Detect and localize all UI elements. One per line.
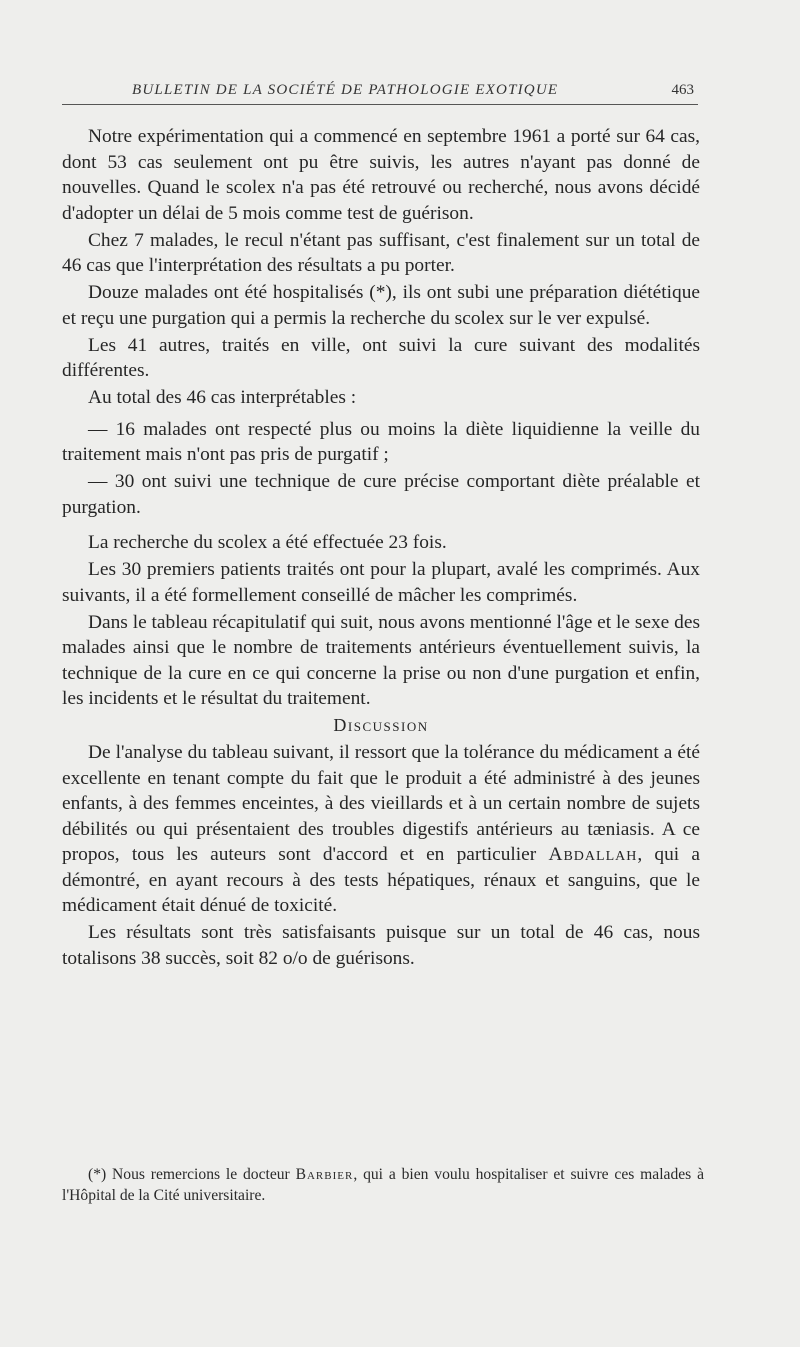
list-item: — 16 malades ont respecté plus ou moins la diète liquidienne la veille du traitement mais n'ont pas pris de purgatif ; — [62, 418, 700, 465]
paragraph: Notre expérimentation qui a commencé en septembre 1961 a porté sur 64 cas, dont 53 cas seulement ont pu être suivis, les autres n'ayant pas donné de nouvelles. Quand le scolex n'a pas été retrouvé ou recherché, nous avons décidé d'adopter un délai de 5 mois comme test de guérison. — [62, 126, 700, 224]
running-header — [62, 82, 698, 105]
doctor-name: Barbier — [295, 1166, 354, 1183]
article-body — [62, 124, 700, 973]
paragraph: Les résultats sont très satisfaisants puisque sur un total de 46 cas, nous totalisons 38 succès, soit 82 o/o de guérisons. — [62, 922, 700, 969]
page-number: 463 — [671, 82, 694, 98]
author-name: Abdallah — [548, 844, 638, 865]
paragraph: Chez 7 malades, le recul n'étant pas suffisant, c'est finalement sur un total de 46 cas que l'interprétation des résultats a pu porter. — [62, 229, 700, 276]
paragraph: Les 30 premiers patients traités ont pour la plupart, avalé les comprimés. Aux suivants, il a été formellement conseillé de mâcher les comprimés. — [62, 559, 700, 606]
text-span: (*) Nous remercions le docteur — [88, 1166, 296, 1183]
paragraph: Les 41 autres, traités en ville, ont suivi la cure suivant des modalités différentes. — [62, 334, 700, 381]
text-span: , qui a démontré, en ayant recours à des tests hépatiques, rénaux et sanguins, que le médicament était dénué de toxicité. — [62, 844, 700, 916]
text-span: De l'analyse du tableau suivant, il ressort que la tolérance du médicament a été excellente en tenant compte du fait que le produit a été administré à des jeunes enfants, à des femmes enceintes, à des vieillards et à un certain nombre de sujets débilités ou qui présentaient des troubles digestifs antérieurs au tæniasis. A ce propos, tous les auteurs sont d'accord et en particulier — [62, 742, 700, 865]
paragraph: Dans le tableau récapitulatif qui suit, nous avons mentionné l'âge et le sexe des malades ainsi que le nombre de traitements antérieurs éventuellement suivis, la technique de la cure en ce qui concerne la prise ou non d'une purgation et enfin, les incidents et le résultat du traitement. — [62, 611, 700, 709]
paragraph — [62, 740, 700, 919]
footnote-text — [62, 1164, 704, 1206]
paragraph: Au total des 46 cas interprétables : — [88, 387, 357, 408]
section-heading: Discussion — [333, 715, 429, 735]
list-item: — 30 ont suivi une technique de cure précise comportant diète préalable et purgation. — [62, 471, 700, 518]
paragraph: La recherche du scolex a été effectuée 23 fois. — [88, 532, 447, 553]
paragraph: Douze malades ont été hospitalisés (*), ils ont subi une préparation diététique et reçu une purgation qui a permis la recherche du scolex sur le ver expulsé. — [62, 282, 700, 329]
text-span: , qui a bien voulu hospitaliser et suivre ces malades à l'Hôpital de la Cité universitaire. — [62, 1166, 704, 1204]
footnote — [62, 1164, 704, 1206]
running-title: BULLETIN DE LA SOCIÉTÉ DE PATHOLOGIE EXOTIQUE — [132, 82, 559, 98]
